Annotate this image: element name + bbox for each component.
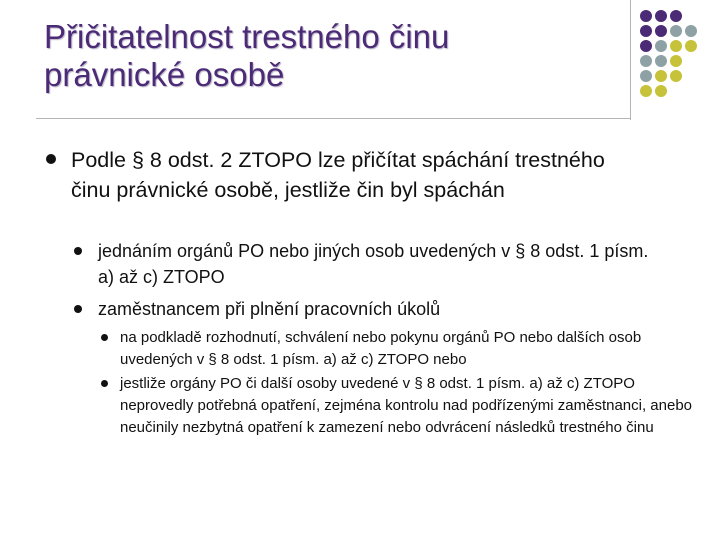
- decorative-dot: [655, 70, 667, 82]
- bullet-marker: [46, 154, 56, 164]
- bullet-level-3: na podkladě rozhodnutí, schválení nebo pokynu orgánů PO nebo dalších osob uvedených v § 8 odst. 1 písm. a) až c) ZTOPO nebo: [120, 329, 642, 368]
- decorative-dot: [640, 55, 652, 67]
- bullet-level-2: zaměstnancem při plnění pracovních úkolů: [98, 299, 441, 319]
- decorative-dot: [670, 55, 682, 67]
- title-divider: [36, 118, 630, 119]
- decorative-dot: [670, 70, 682, 82]
- decorative-dot: [640, 10, 652, 22]
- title-line-2: právnické osobě: [44, 56, 285, 93]
- decorative-dot: [640, 70, 652, 82]
- bullet-marker: [101, 380, 108, 387]
- decorative-dot: [655, 10, 667, 22]
- decorative-dot: [640, 85, 652, 97]
- bullet-level-1: Podle § 8 odst. 2 ZTOPO lze přičítat spáchání trestného činu právnické osobě, jestliže čin byl spáchán: [71, 148, 605, 202]
- decorative-dot: [670, 10, 682, 22]
- decorative-dot: [670, 40, 682, 52]
- decorative-dot: [640, 40, 652, 52]
- bullet-level-2: jednáním orgánů PO nebo jiných osob uvedených v § 8 odst. 1 písm. a) až c) ZTOPO: [98, 241, 649, 287]
- bullet-level-3: jestliže orgány PO či další osoby uvedené v § 8 odst. 1 písm. a) až c) ZTOPO neprovedly potřebná opatření, zejména kontrolu nad podřízenými zaměstnanci, anebo neučinily nezbytná opatření k zamezení nebo odvrácení následků trestného činu: [120, 375, 693, 436]
- decorative-dot: [640, 25, 652, 37]
- bullet-marker: [74, 305, 82, 313]
- decorative-dot: [655, 40, 667, 52]
- decorative-dot: [670, 25, 682, 37]
- vertical-divider: [630, 0, 631, 120]
- decorative-dot-grid: [640, 10, 720, 105]
- bullet-marker: [74, 247, 82, 255]
- decorative-dot: [685, 40, 697, 52]
- slide-title: [44, 18, 604, 94]
- decorative-dot: [655, 55, 667, 67]
- decorative-dot: [685, 25, 697, 37]
- title-line-1: Přičitatelnost trestného činu: [44, 18, 450, 55]
- decorative-dot: [655, 25, 667, 37]
- decorative-dot: [655, 85, 667, 97]
- bullet-marker: [101, 334, 108, 341]
